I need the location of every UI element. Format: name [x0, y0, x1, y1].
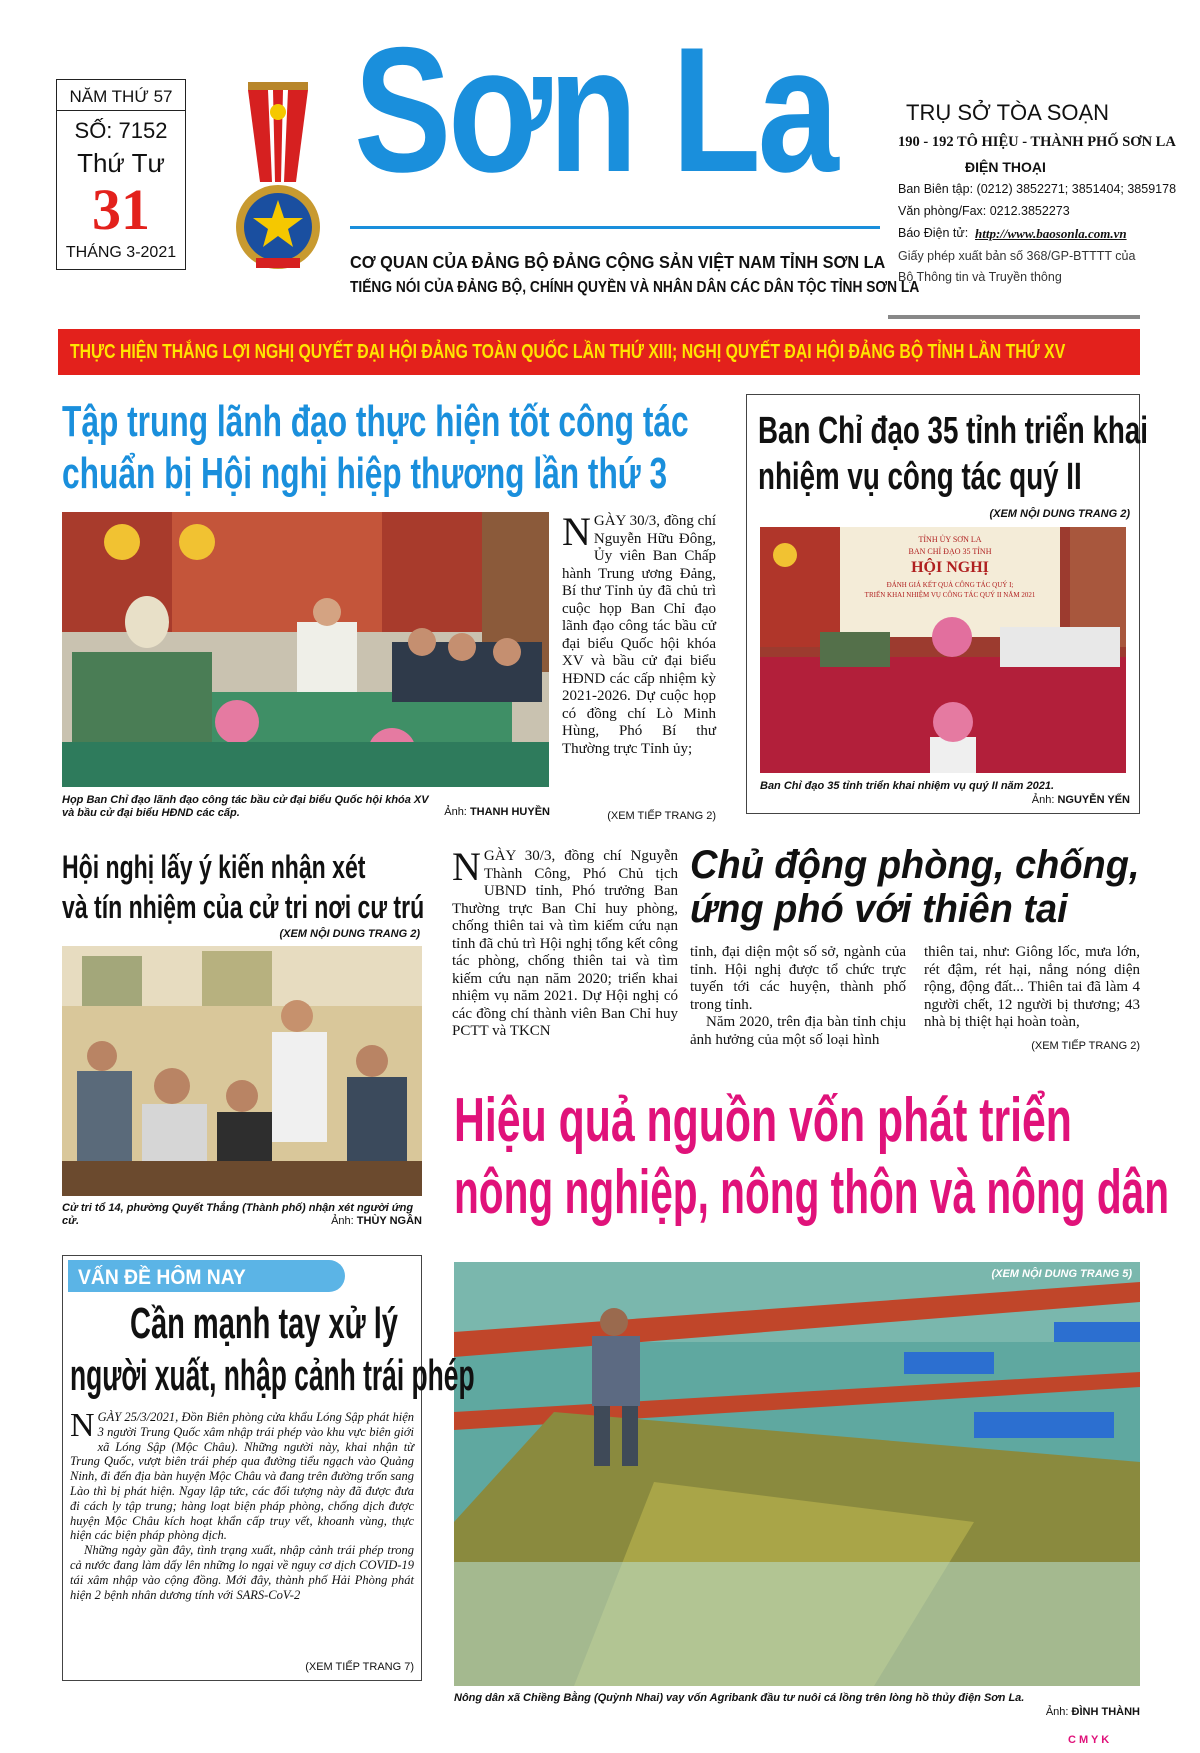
- agri-caption: Nông dân xã Chiềng Bằng (Quỳnh Nhai) vay vốn Agribank đầu tư nuôi cá lồng trên lòng hồ thủy điện Sơn La.: [454, 1692, 1025, 1704]
- disaster-col3-text: thiên tai, như: Giông lốc, mưa lớn, rét đậm, rét hại, nắng nóng diện rộng, động đất... Thiên tai đã làm 4 người chết, 12 người bị thương; 43 nhà bị thiệt hại hoàn toàn,: [924, 944, 1140, 1030]
- cmyk-mark: C M Y K: [1068, 1734, 1110, 1746]
- lead-first-word: GÀY 30/3,: [593, 513, 661, 529]
- issue-today-dropcap: N: [70, 1407, 95, 1444]
- issue-today-headline-1[interactable]: Cần mạnh tay xử lý: [130, 1299, 398, 1348]
- agri-credit-label: Ảnh:: [1045, 1706, 1069, 1718]
- side-top-see-more[interactable]: (XEM NỘI DUNG TRANG 2): [989, 508, 1130, 520]
- screen-line-2: BAN CHỈ ĐẠO 35 TỈNH: [908, 547, 992, 556]
- license-line-1: Giấy phép xuất bản số 368/GP-BTTTT của: [898, 249, 1136, 263]
- slogan-banner: [58, 329, 1140, 375]
- issue-today-para-1: Đồn Biên phòng cửa khẩu Lóng Sập phát hiện 3 người Trung Quốc xâm nhập trái phép vào khu vực biên giới xã Lóng Sập (Mộc Châu). Những người này, khai nhận từ Trung Quốc, vượt biên trái phép qua đường tiểu ngạch vào Quảng Ninh, đi đến địa bàn huyện Mộc Châu và đang trên đường trốn sang Lào thì bị phát hiện. Ngay lập tức, các đối tượng này đã được đưa đi cách ly tập trung; hàng loạt biện pháp phòng, chống dịch được huyện Mộc Châu kích hoạt khẩn cấp truy vết, khoanh vùng, thực hiện các biện pháp phòng dịch.: [70, 1410, 415, 1543]
- side-top-credit: [960, 794, 1130, 806]
- issue-today-para-2: Những ngày gần đây, tình trạng xuất, nhập cảnh trái phép trong cả nước đang làm dấy lên những lo ngại về nguy cơ dịch COVID-19 tái xâm nhập vào cộng đồng. Mới đây, thành phố Hải Phòng phát hiện 2 bệnh nhân dương tính với SARS-CoV-2: [70, 1543, 414, 1602]
- agri-credit-name: ĐÌNH THÀNH: [1071, 1706, 1140, 1718]
- lead-headline-2[interactable]: chuẩn bị Hội nghị hiệp thương lần thứ 3: [62, 449, 668, 498]
- issue-month: THÁNG 3-2021: [65, 244, 177, 261]
- lead-dropcap: N: [562, 509, 591, 554]
- phone-title: ĐIỆN THOẠI: [965, 159, 1046, 175]
- lead-headline-1[interactable]: Tập trung lãnh đạo thực hiện tốt công tác: [62, 397, 689, 446]
- screen-line-1: TỈNH ỦY SƠN LA: [918, 535, 982, 544]
- disaster-first-word: GÀY 30/3,: [483, 848, 556, 864]
- side-top-photo: [760, 527, 1126, 773]
- disaster-headline-1[interactable]: Chủ động phòng, chống,: [690, 843, 1140, 887]
- disaster-dropcap: N: [452, 844, 481, 889]
- screen-line-3: HỘI NGHỊ: [911, 559, 989, 576]
- editorial-phone: Ban Biên tập: (0212) 3852271; 3851404; 3859178: [898, 182, 1177, 196]
- lead-see-more[interactable]: (XEM TIẾP TRANG 2): [607, 810, 716, 822]
- agency-line: CƠ QUAN CỦA ĐẢNG BỘ ĐẢNG CỘNG SẢN VIỆT NAM TỈNH SƠN LA: [350, 252, 886, 272]
- slogan-text: THỰC HIỆN THẮNG LỢI NGHỊ QUYẾT ĐẠI HỘI ĐẢNG TOÀN QUỐC LẦN THỨ XIII; NGHỊ QUYẾT ĐẠI HỘI ĐẢNG BỘ TỈNH LẦN THỨ XV: [70, 341, 1066, 363]
- office-fax: Văn phòng/Fax: 0212.3852273: [898, 204, 1070, 218]
- medal-emblem: [226, 82, 330, 282]
- voter-credit-name: THÙY NGÂN: [356, 1215, 422, 1227]
- voter-credit-label: Ảnh:: [331, 1215, 354, 1227]
- disaster-col2a-text: tỉnh, đại diện một số sở, ngành của tỉnh. Hội nghị được tổ chức trực tuyến tới các huyện, thành phố trong tỉnh.: [690, 944, 906, 1013]
- office-title: TRỤ SỞ TÒA SOẠN: [906, 100, 1110, 125]
- disaster-col2b-text: Năm 2020, trên địa bàn tỉnh chịu ảnh hưởng của một số loại hình: [690, 1014, 906, 1048]
- side-top-credit-name: NGUYỄN YẾN: [1057, 794, 1130, 806]
- issue-number: SỐ: 7152: [74, 118, 168, 143]
- side-top-headline-1[interactable]: Ban Chỉ đạo 35 tỉnh triển khai: [758, 410, 1148, 452]
- voter-credit: [260, 1215, 422, 1227]
- issue-today-body: [70, 1407, 415, 1602]
- agri-credit: [940, 1706, 1140, 1718]
- voter-headline-2[interactable]: và tín nhiệm của cử tri nơi cư trú: [62, 889, 425, 925]
- disaster-see-more[interactable]: (XEM TIẾP TRANG 2): [1031, 1040, 1140, 1052]
- disaster-col-3: [924, 944, 1140, 1032]
- side-top-headline-2[interactable]: nhiệm vụ công tác quý II: [758, 456, 1082, 498]
- lead-credit-label: Ảnh:: [444, 806, 467, 818]
- newspaper-title: Sơn La: [354, 10, 836, 209]
- lead-credit-name: THANH HUYỀN: [469, 806, 550, 818]
- voice-line: TIẾNG NÓI CỦA ĐẢNG BỘ, CHÍNH QUYỀN VÀ NHÂN DÂN CÁC DÂN TỘC TỈNH SƠN LA: [350, 279, 920, 296]
- website-label: Báo Điện tử:: [898, 226, 969, 240]
- disaster-headline-2[interactable]: ứng phó với thiên tai: [690, 887, 1068, 931]
- disaster-col-1: [452, 844, 678, 1041]
- side-top-credit-label: Ảnh:: [1031, 794, 1055, 806]
- agri-see-more[interactable]: (XEM NỘI DUNG TRANG 5): [991, 1268, 1132, 1280]
- voter-photo: [62, 946, 422, 1196]
- lead-caption: Họp Ban Chỉ đạo lãnh đạo công tác bầu cử đại biểu Quốc hội khóa XV và bầu cử đại biểu HĐND các cấp.: [62, 794, 429, 819]
- license-line-2: Bộ Thông tin và Truyền thông: [898, 270, 1062, 284]
- lead-body: [562, 509, 717, 758]
- voter-caption: Cử tri tổ 14, phường Quyết Thắng (Thành phố) nhận xét người ứng cử.: [62, 1202, 414, 1227]
- lead-body-text: đồng chí Nguyễn Hữu Đông, Ủy viên Ban Chấp hành Trung ương Đảng, Bí thư Tỉnh ủy đã chủ trì cuộc họp Ban Chỉ đạo lãnh đạo công tác bầu cử đại biểu Quốc hội khóa XV và bầu cử đại biểu HĐND các cấp nhiệm kỳ 2021-2026. Dự cuộc họp có đồng chí Lò Minh Hùng, Phó Bí thư Thường trực Tỉnh ủy;: [562, 513, 717, 757]
- issue-today-headline-2[interactable]: người xuất, nhập cảnh trái phép: [70, 1351, 475, 1400]
- issue-weekday: Thứ Tư: [77, 148, 165, 178]
- agri-headline-1[interactable]: Hiệu quả nguồn vốn phát triển: [454, 1086, 1072, 1155]
- issue-today-first-word: GÀY 25/3/2021,: [97, 1410, 179, 1424]
- issue-year: NĂM THỨ 57: [69, 87, 173, 106]
- agri-photo: [454, 1262, 1140, 1686]
- lead-credit: [380, 806, 550, 818]
- screen-line-5: TRIỂN KHAI NHIỆM VỤ CÔNG TÁC QUÝ II NĂM 2021: [864, 591, 1036, 599]
- issue-year-rule: [56, 110, 186, 111]
- voter-headline-1[interactable]: Hội nghị lấy ý kiến nhận xét: [62, 849, 366, 885]
- agri-headline-2[interactable]: nông nghiệp, nông thôn và nông dân: [454, 1158, 1170, 1227]
- issue-today-kicker: VẤN ĐỀ HÔM NAY: [78, 1266, 246, 1289]
- masthead-divider: [888, 315, 1140, 319]
- lead-photo: [62, 512, 549, 787]
- voter-see-more[interactable]: (XEM NỘI DUNG TRANG 2): [279, 928, 420, 940]
- title-rule: [350, 226, 880, 229]
- issue-day: 31: [92, 177, 150, 242]
- screen-line-4: ĐÁNH GIÁ KẾT QUẢ CÔNG TÁC QUÝ I;: [886, 581, 1014, 589]
- disaster-col1-text: đồng chí Nguyễn Thành Công, Phó Chủ tịch UBND tỉnh, Phó trưởng Ban Thường trực Ban Chỉ huy phòng, chống thiên tai và tìm kiếm cứu nạn tỉnh đã chủ trì Hội nghị tổng kết công tác phòng, chống thiên tai và tìm kiếm cứu nạn năm 2020; triển khai nhiệm vụ năm 2021. Dự Hội nghị có các đồng chí thành viên Ban Chỉ huy PCTT và TKCN: [452, 848, 678, 1039]
- disaster-col-2: [690, 944, 906, 1049]
- office-address: 190 - 192 TÔ HIỆU - THÀNH PHỐ SƠN LA: [898, 134, 1176, 150]
- website-link[interactable]: http://www.baosonla.com.vn: [975, 226, 1127, 241]
- issue-today-see-more[interactable]: (XEM TIẾP TRANG 7): [305, 1661, 414, 1673]
- side-top-caption: Ban Chỉ đạo 35 tỉnh triển khai nhiệm vụ quý II năm 2021.: [760, 780, 1055, 792]
